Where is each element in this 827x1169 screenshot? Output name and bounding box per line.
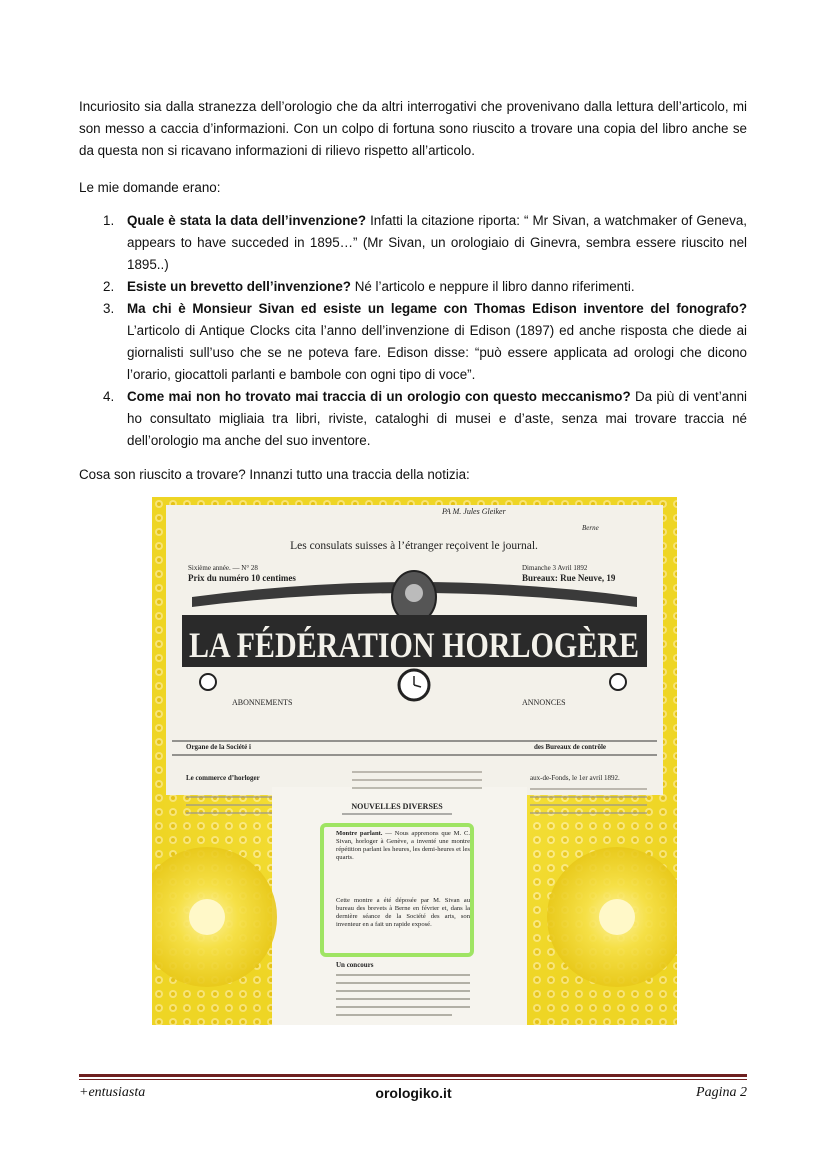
questions-list	[79, 210, 747, 452]
concours-heading: Un concours	[336, 961, 374, 969]
footer-rule	[79, 1074, 747, 1077]
issue-number: Sixième année. — N° 28	[188, 564, 258, 572]
pocket-watch-icon	[200, 674, 216, 690]
section-heading: NOUVELLES DIVERSES	[351, 802, 443, 811]
organe-right: des Bureaux de contrôle	[534, 743, 607, 751]
newspaper-clipping-image	[152, 497, 677, 1025]
question-bold: Come mai non ho trovato mai traccia di un orologio con questo meccanismo?	[127, 389, 631, 404]
question-bold: Ma chi è Monsieur Sivan ed esiste un legame con Thomas Edison inventore del fonografo?	[127, 301, 747, 316]
abonnements-label: ABONNEMENTS	[232, 698, 293, 707]
office-address: Bureaux: Rue Neuve, 19	[522, 573, 616, 583]
organe-left: Organe de la Société i	[186, 743, 251, 751]
portrait-face	[405, 584, 423, 602]
issue-date: Dimanche 3 Avril 1892	[522, 564, 588, 572]
list-number: 3.	[103, 301, 115, 316]
newspaper-clipping-figure	[152, 497, 677, 1025]
list-item	[79, 276, 747, 298]
article-note: Cette montre a été déposée par M. Sivan au bureau des brevets à Berne en février et, dans la dernière séance de la Société des arts, son inventeur en a fait un rapide exposé.	[336, 897, 470, 928]
stamp-text-2: Berne	[582, 524, 599, 532]
article-title: Montre parlant.	[336, 830, 383, 837]
question-text: Infatti la citazione riporta: “ Mr Sivan, a watchmaker of Geneva, appears to have succeded in 1895…” (Mr Sivan, un orologiaio di Ginevra, sembra essere riuscito nel 1895..)	[127, 213, 747, 272]
intro-paragraph: Incuriosito sia dalla stranezza dell’orologio che da altri interrogativi che provenivano dalla lettura dell’articolo, mi son messo a caccia d’informazioni. Con un colpo di fortuna sono riuscito a trovare una copia del libro anche se da questa non si ricavano informazioni di rilievo rispetto all’articolo.	[79, 99, 747, 158]
list-number: 2.	[103, 279, 115, 294]
footer-rule-thin	[79, 1079, 747, 1080]
page-number: Pagina 2	[696, 1085, 747, 1100]
city-date: aux-de-Fonds, le 1er avril 1892.	[530, 774, 620, 782]
question-text: L’articolo di Antique Clocks cita l’anno dell’invenzione di Edison (1897) ed anche risposta che diede ai giornalisti sull’uso che se ne poteva fare. Edison disse: “può essere applicata ad orologi che dicono l’orario, giocattoli parlanti e bambole con ogni tipo di voce”.	[127, 323, 747, 382]
price: Prix du numéro 10 centimes	[188, 573, 296, 583]
finding-paragraph: Cosa son riuscito a trovare? Innanzi tutto una traccia della notizia:	[79, 467, 470, 482]
list-item	[79, 386, 747, 452]
question-bold: Esiste un brevetto dell’invenzione?	[127, 279, 351, 294]
list-number: 1.	[103, 213, 115, 228]
commerce-heading: Le commerce d’horloger	[186, 774, 260, 782]
masthead-title: LA FÉDÉRATION HORLOGÈRE	[189, 625, 639, 665]
question-text: Né l’articolo e neppure il libro danno riferimenti.	[350, 279, 635, 294]
article-text: — Nous apprenons que M. C. Sivan, horloger à Genève, a inventé une montre répétition parlant les heures, les demi-heures et les quarts.	[336, 830, 470, 861]
footer-site-name: orologiko.it	[375, 1085, 452, 1101]
list-item	[79, 210, 747, 276]
list-item	[79, 298, 747, 386]
pocket-watch-icon	[610, 674, 626, 690]
footer-left-text: +entusiasta	[79, 1085, 146, 1100]
annonces-label: ANNONCES	[522, 698, 566, 707]
tagline: Les consulats suisses à l’étranger reçoivent le journal.	[290, 540, 538, 552]
question-text: Da più di vent’anni ho consultato migliaia tra libri, riviste, cataloghi di musei e d’aste, senza mai trovare traccia né dell’orologio ma anche del suo inventore.	[127, 389, 747, 448]
stamp-text: PA M. Jules Gleiker	[442, 507, 506, 516]
list-number: 4.	[103, 389, 115, 404]
questions-intro: Le mie domande erano:	[79, 180, 221, 195]
question-bold: Quale è stata la data dell’invenzione?	[127, 213, 367, 228]
